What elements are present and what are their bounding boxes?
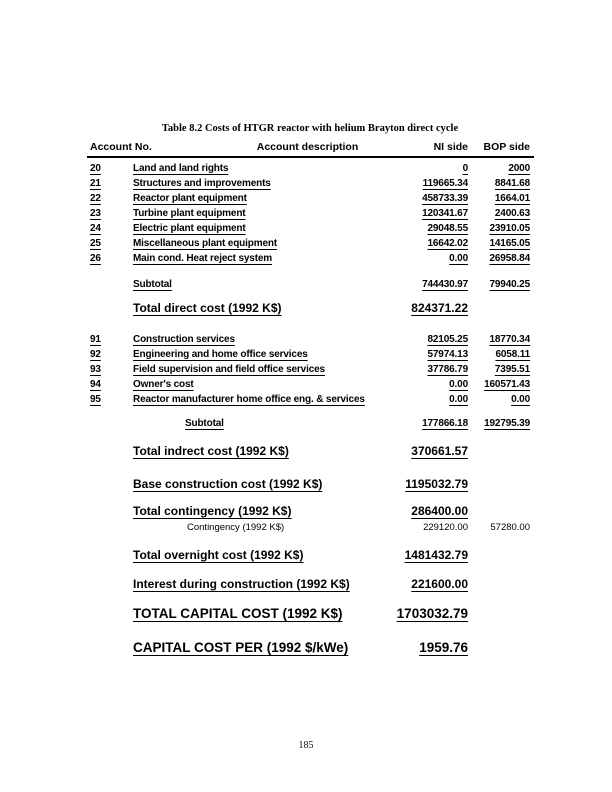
- total-label: Total overnight cost (1992 K$): [133, 548, 304, 562]
- table-row: [90, 161, 530, 176]
- table-row: [90, 221, 530, 236]
- bop-value-cell: 26958.84: [489, 253, 530, 264]
- description-cell: Electric plant equipment: [133, 223, 246, 234]
- table-row: [90, 362, 530, 377]
- cost-table: [90, 0, 530, 792]
- account-no-cell: 25: [90, 238, 101, 249]
- account-no-cell: 23: [90, 208, 101, 219]
- description-cell: Reactor manufacturer home office eng. & services: [133, 394, 365, 405]
- description-cell: Structures and improvements: [133, 178, 271, 189]
- total-label: Total contingency (1992 K$): [133, 504, 292, 518]
- total-overnight-cost-row: [90, 547, 530, 563]
- ni-value-cell: 177866.18: [422, 418, 468, 429]
- bop-value-cell: 57280.00: [490, 522, 530, 533]
- subtotal-indirect-row: [90, 416, 530, 431]
- bop-value-cell: 79940.25: [489, 279, 530, 290]
- bop-value-cell: 2000: [508, 163, 530, 174]
- description-cell: Field supervision and field office services: [133, 364, 325, 375]
- total-value: 824371.22: [411, 301, 468, 315]
- total-capital-cost-row: [90, 605, 530, 622]
- account-no-cell: 92: [90, 349, 101, 360]
- ni-value-cell: 16642.02: [427, 238, 468, 249]
- capital-cost-per-kwe-row: [90, 639, 530, 656]
- table-row: [90, 332, 530, 347]
- ni-value-cell: 119665.34: [422, 178, 468, 189]
- description-cell: Turbine plant equipment: [133, 208, 246, 219]
- bop-value-cell: 8841.68: [494, 178, 530, 189]
- ni-value-cell: 37786.79: [427, 364, 468, 375]
- contingency-label: Contingency (1992 K$): [187, 522, 285, 533]
- header-ni-side: NI side: [433, 141, 468, 153]
- header-rule: [87, 156, 534, 158]
- table-title: Table 8.2 Costs of HTGR reactor with helium Brayton direct cycle: [161, 123, 459, 134]
- table-row: [90, 392, 530, 407]
- bop-value-cell: 6058.11: [495, 349, 530, 360]
- table-header-row: [90, 140, 530, 156]
- description-cell: Engineering and home office services: [133, 349, 308, 360]
- total-label: Base construction cost (1992 K$): [133, 477, 323, 491]
- bop-value-cell: 7395.51: [494, 364, 530, 375]
- bop-value-cell: 160571.43: [484, 379, 530, 390]
- table-row: [90, 191, 530, 206]
- total-direct-cost-row: [90, 300, 530, 316]
- total-value: 221600.00: [411, 577, 468, 591]
- bop-value-cell: 192795.39: [484, 418, 530, 429]
- table-row: [90, 206, 530, 221]
- total-label: Interest during construction (1992 K$): [133, 577, 350, 591]
- contingency-detail-row: [90, 520, 530, 535]
- total-contingency-row: [90, 503, 530, 519]
- total-value: 370661.57: [411, 444, 468, 458]
- subtotal-label: Subtotal: [185, 418, 224, 429]
- bop-value-cell: 18770.34: [489, 334, 530, 345]
- total-label: Total indrect cost (1992 K$): [133, 444, 289, 458]
- ni-value-cell: 120341.67: [422, 208, 468, 219]
- account-no-cell: 21: [90, 178, 101, 189]
- indirect-cost-rows: [90, 332, 530, 407]
- total-value: 1703032.79: [396, 606, 468, 621]
- account-no-cell: 91: [90, 334, 101, 345]
- page-number: 185: [298, 740, 314, 751]
- ni-value-cell: 458733.39: [422, 193, 468, 204]
- ni-value-cell: 229120.00: [423, 522, 468, 533]
- bop-value-cell: 23910.05: [489, 223, 530, 234]
- account-no-cell: 24: [90, 223, 101, 234]
- description-cell: Land and land rights: [133, 163, 229, 174]
- subtotal-direct-row: [90, 277, 530, 292]
- ni-value-cell: 57974.13: [427, 349, 468, 360]
- total-value: 1195032.79: [405, 477, 468, 491]
- table-row: [90, 236, 530, 251]
- bop-value-cell: 14165.05: [489, 238, 530, 249]
- total-label: TOTAL CAPITAL COST (1992 K$): [133, 606, 343, 621]
- direct-cost-rows: [90, 161, 530, 266]
- description-cell: Owner's cost: [133, 379, 194, 390]
- account-no-cell: 94: [90, 379, 101, 390]
- total-value: 1481432.79: [404, 548, 468, 562]
- description-cell: Construction services: [133, 334, 235, 345]
- bop-value-cell: 2400.63: [494, 208, 530, 219]
- ni-value-cell: 0: [462, 163, 468, 174]
- account-no-cell: 20: [90, 163, 101, 174]
- description-cell: Main cond. Heat reject system: [133, 253, 273, 264]
- account-no-cell: 26: [90, 253, 101, 264]
- subtotal-label: Subtotal: [133, 279, 172, 290]
- description-cell: Miscellaneous plant equipment: [133, 238, 278, 249]
- table-row: [90, 176, 530, 191]
- ni-value-cell: 744430.97: [422, 279, 468, 290]
- total-label: Total direct cost (1992 K$): [133, 301, 282, 315]
- description-cell: Reactor plant equipment: [133, 193, 247, 204]
- ni-value-cell: 0.00: [449, 394, 468, 405]
- bop-value-cell: 1664.01: [494, 193, 530, 204]
- account-no-cell: 22: [90, 193, 101, 204]
- base-construction-cost-row: [90, 476, 530, 492]
- interest-during-construction-row: [90, 576, 530, 592]
- ni-value-cell: 82105.25: [427, 334, 468, 345]
- total-value: 286400.00: [411, 504, 468, 518]
- header-bop-side: BOP side: [483, 141, 530, 153]
- account-no-cell: 95: [90, 394, 101, 405]
- bop-value-cell: 0.00: [511, 394, 530, 405]
- table-row: [90, 347, 530, 362]
- table-row: [90, 251, 530, 266]
- header-account-no: Account No.: [90, 141, 152, 153]
- total-label: CAPITAL COST PER (1992 $/kWe): [133, 640, 349, 655]
- total-indirect-cost-row: [90, 443, 530, 459]
- ni-value-cell: 0.00: [449, 379, 468, 390]
- ni-value-cell: 0.00: [449, 253, 468, 264]
- header-account-description: Account description: [256, 141, 359, 153]
- table-row: [90, 377, 530, 392]
- ni-value-cell: 29048.55: [427, 223, 468, 234]
- account-no-cell: 93: [90, 364, 101, 375]
- total-value: 1959.76: [419, 640, 468, 655]
